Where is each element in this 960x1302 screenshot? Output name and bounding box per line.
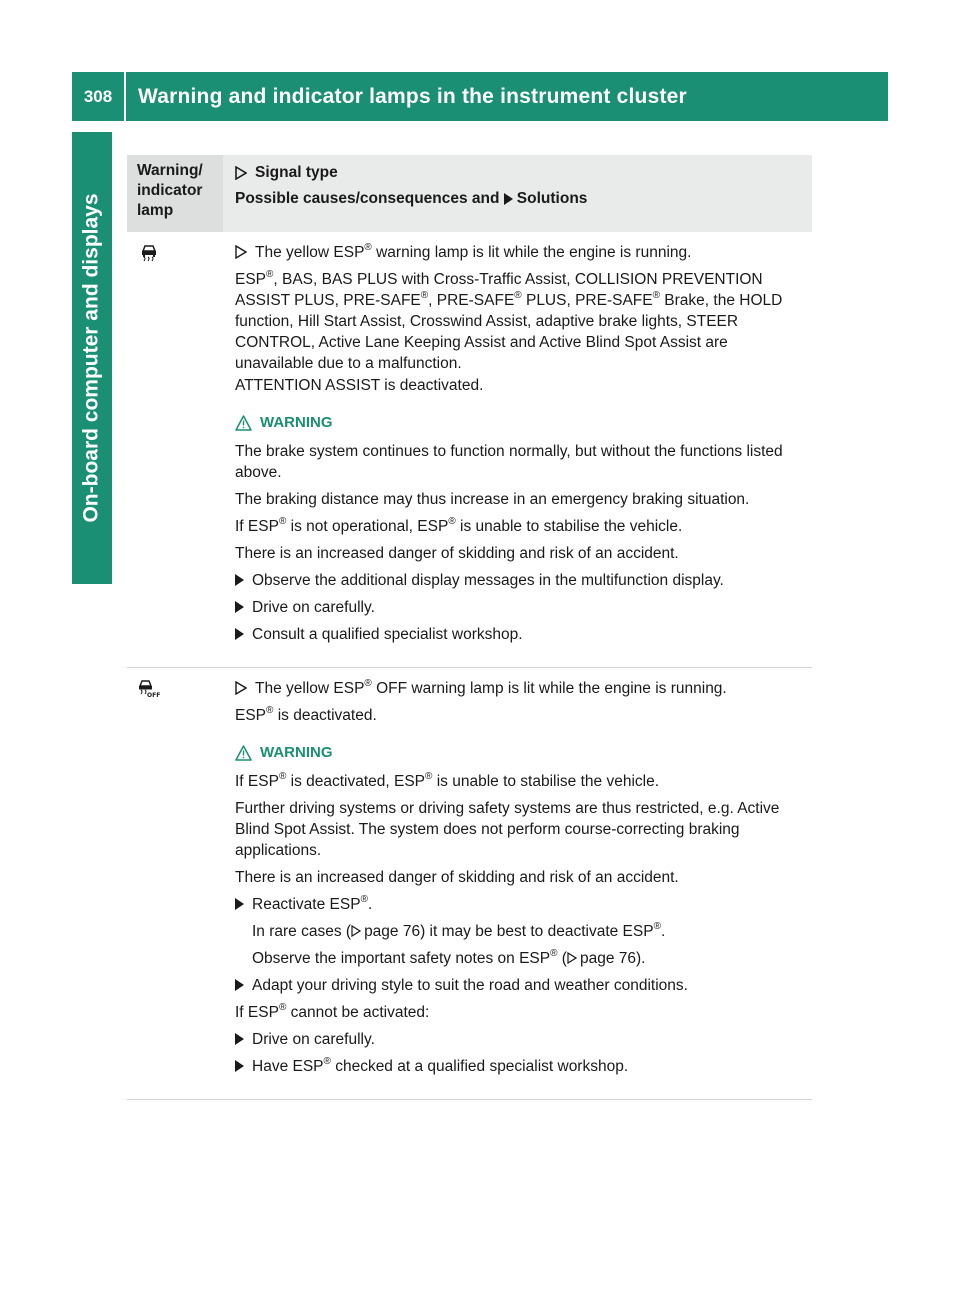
reg-mark: ® [425, 770, 433, 782]
cause-text: , BAS, BAS PLUS with Cross-Traffic Assist, COLLISION PREVENTION ASSIST PLUS, PRE-SAFE [235, 271, 763, 309]
warning-triangle-icon [235, 745, 252, 761]
causes-label: Possible causes/consequences and [235, 190, 500, 207]
reg-mark: ® [550, 947, 558, 959]
page-ref-link: page 76) it may be best to deactivate ESP [364, 923, 654, 940]
instruction-text: Adapt your driving style to suit the road and weather conditions. [252, 977, 688, 994]
sub-text: In rare cases ( [252, 923, 352, 940]
instruction-arrow-icon [235, 574, 244, 586]
cause-text: is deactivated. [273, 707, 377, 724]
instruction-arrow-icon [235, 628, 244, 640]
section-title: Warning and indicator lamps in the instrument cluster [138, 84, 687, 108]
solutions-label: Solutions [516, 190, 588, 207]
instruction-arrow-icon [235, 898, 244, 910]
cause-text: PLUS, PRE-SAFE [521, 292, 653, 309]
warning-text: The brake system continues to function normally, but without the functions listed above. [235, 443, 783, 481]
cause-text: ESP [235, 707, 267, 724]
cause-text: ESP [235, 271, 267, 288]
cause-text: If ESP [235, 1004, 279, 1021]
sub-text: Observe the important safety notes on ESP [252, 950, 551, 967]
instruction-arrow-icon [235, 1033, 244, 1045]
lamp-cell [127, 668, 223, 1099]
page-ref-icon [351, 925, 361, 937]
warning-text: Further driving systems or driving safety systems are thus restricted, e.g. Active Blind Spot Assist. The system does not perform course-correcting braking applications. [235, 800, 780, 859]
reg-mark: ® [364, 677, 372, 689]
table-row [127, 232, 812, 668]
warning-label: WARNING [260, 744, 333, 761]
warning-text: If ESP [235, 773, 279, 790]
instruction-text: Have ESP [252, 1058, 324, 1075]
col-header-lamp [127, 155, 223, 232]
table-header [127, 155, 812, 232]
cause-text: Brake, the HOLD function, Hill Start Assist, Crosswind Assist, adaptive brake lights, STEER CONTROL, Active Lane Keeping Assist and Active Blind Spot Assist are unavailable due to a malfunction. [235, 292, 783, 372]
col-header-signal [223, 155, 812, 232]
side-tab-label-wrap [72, 132, 112, 584]
svg-text:OFF: OFF [147, 692, 161, 698]
signal-cell [223, 232, 812, 667]
reg-mark: ® [448, 515, 456, 527]
signal-text: The yellow ESP [255, 244, 365, 261]
warning-text: is unable to stabilise the vehicle. [455, 518, 683, 535]
instruction-item [235, 975, 800, 996]
reg-mark: ® [266, 704, 274, 716]
reg-mark: ® [653, 920, 661, 932]
signal-text: warning lamp is lit while the engine is running. [371, 244, 692, 261]
warning-text: If ESP [235, 518, 279, 535]
col-header-line: lamp [137, 202, 174, 219]
instruction-subtext [235, 948, 800, 969]
lamp-cell [127, 232, 223, 667]
instruction-text: Drive on carefully. [252, 1031, 375, 1048]
warning-text: is unable to stabilise the vehicle. [432, 773, 660, 790]
instruction-text: . [367, 896, 373, 913]
cause-text: ATTENTION ASSIST is deactivated. [235, 377, 484, 394]
instruction-text: checked at a qualified specialist workshop. [330, 1058, 629, 1075]
reg-mark: ® [364, 241, 372, 253]
page-ref-icon [567, 952, 577, 964]
instruction-arrow-icon [235, 1060, 244, 1072]
warning-text: is deactivated, ESP [286, 773, 426, 790]
signal-triangle-icon [235, 166, 247, 180]
cause-text: , PRE-SAFE [428, 292, 515, 309]
reg-mark: ® [514, 289, 522, 301]
page-header [72, 72, 888, 121]
col-header-line: indicator [137, 182, 203, 199]
reg-mark: ® [278, 770, 287, 782]
signal-type-label: Signal type [255, 164, 338, 181]
reg-mark: ® [420, 289, 429, 301]
warning-text: The braking distance may thus increase in an emergency braking situation. [235, 491, 750, 508]
instruction-subtext [235, 921, 800, 942]
signal-cell [223, 668, 812, 1099]
instruction-item [235, 624, 800, 645]
reg-mark: ® [278, 1001, 287, 1013]
reg-mark: ® [323, 1055, 331, 1067]
sub-text: ( [557, 950, 567, 967]
page-ref-link: page 76). [579, 950, 646, 967]
instruction-item [235, 597, 800, 618]
instruction-text: Consult a qualified specialist workshop. [252, 626, 523, 643]
signal-triangle-icon [235, 681, 247, 695]
instruction-item [235, 1056, 800, 1077]
col-header-line: Warning/ [137, 162, 203, 179]
reg-mark: ® [360, 893, 368, 905]
warning-heading [235, 742, 800, 763]
warning-triangle-icon [235, 415, 252, 431]
instruction-arrow-icon [235, 601, 244, 613]
signal-text: The yellow ESP [255, 680, 365, 697]
signal-text: OFF warning lamp is lit while the engine is running. [371, 680, 727, 697]
table-row [127, 668, 812, 1100]
instruction-arrow-icon [235, 979, 244, 991]
instruction-item [235, 1029, 800, 1050]
esp-warning-icon [137, 242, 161, 262]
page-number: 308 [83, 86, 113, 106]
warning-text: is not operational, ESP [286, 518, 449, 535]
warning-text: There is an increased danger of skidding and risk of an accident. [235, 869, 679, 886]
reg-mark: ® [278, 515, 287, 527]
instruction-text: Reactivate ESP [252, 896, 361, 913]
warning-lamp-table [127, 155, 812, 1100]
instruction-text: Observe the additional display messages in the multifunction display. [252, 572, 724, 589]
sub-text: . [660, 923, 666, 940]
solution-arrow-icon [504, 193, 513, 205]
warning-heading [235, 412, 800, 433]
reg-mark: ® [266, 268, 274, 280]
instruction-text: Drive on carefully. [252, 599, 375, 616]
cause-text: cannot be activated: [286, 1004, 430, 1021]
warning-text: There is an increased danger of skidding and risk of an accident. [235, 545, 679, 562]
esp-off-icon [137, 678, 161, 698]
signal-triangle-icon [235, 245, 247, 259]
instruction-item [235, 570, 800, 591]
side-tab-label: On-board computer and displays [80, 193, 103, 523]
instruction-item [235, 894, 800, 915]
warning-label: WARNING [260, 414, 333, 431]
reg-mark: ® [652, 289, 660, 301]
